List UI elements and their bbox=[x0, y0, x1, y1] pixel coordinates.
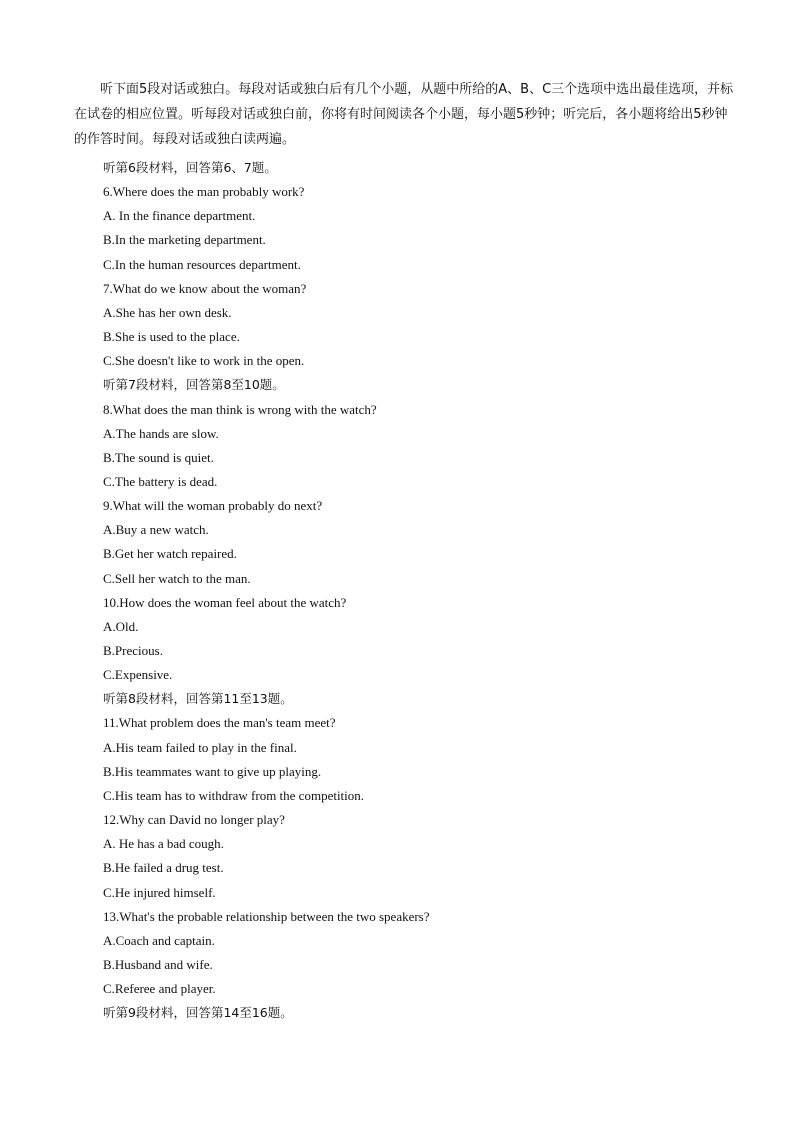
listening-instructions bbox=[74, 77, 734, 152]
question-stem: 7.What do we know about the woman? bbox=[103, 280, 307, 296]
answer-option: C.He injured himself. bbox=[103, 884, 216, 900]
section-heading: 听第8段材料，回答第11至13题。 bbox=[103, 691, 293, 707]
answer-option: B.Precious. bbox=[103, 643, 163, 658]
answer-option: A.Buy a new watch. bbox=[103, 522, 209, 538]
question-stem: 6.Where does the man probably work? bbox=[103, 184, 305, 200]
answer-option: A.Coach and captain. bbox=[103, 932, 215, 948]
question-stem: 10.How does the woman feel about the watch? bbox=[103, 594, 347, 610]
answer-option: C.Expensive. bbox=[103, 667, 173, 683]
answer-option: A. In the finance department. bbox=[103, 208, 256, 224]
answer-option: B.Get her watch repaired. bbox=[103, 546, 237, 562]
answer-option: B.In the marketing department. bbox=[103, 232, 266, 248]
answer-option: C.The battery is dead. bbox=[103, 473, 218, 489]
answer-option: C.Sell her watch to the man. bbox=[103, 570, 251, 586]
answer-option: A.The hands are slow. bbox=[103, 425, 219, 441]
answer-option: C.Referee and player. bbox=[103, 981, 216, 997]
answer-option: A.She has her own desk. bbox=[103, 304, 232, 320]
answer-option: B.She is used to the place. bbox=[103, 329, 240, 345]
section-heading: 听第6段材料，回答第6、7题。 bbox=[103, 160, 277, 175]
question-stem: 12.Why can David no longer play? bbox=[103, 812, 285, 828]
answer-option: B.He failed a drug test. bbox=[103, 860, 224, 876]
answer-option: C.In the human resources department. bbox=[103, 256, 301, 272]
answer-option: A.Old. bbox=[103, 618, 139, 634]
question-stem: 13.What's the probable relationship between the two speakers? bbox=[103, 908, 430, 924]
question-stem: 11.What problem does the man's team meet? bbox=[103, 715, 336, 731]
section-heading: 听第9段材料，回答第14至16题。 bbox=[103, 1005, 293, 1021]
answer-option: A. He has a bad cough. bbox=[103, 836, 224, 852]
answer-option: B.The sound is quiet. bbox=[103, 449, 214, 465]
question-stem: 8.What does the man think is wrong with the watch? bbox=[103, 401, 377, 417]
answer-option: C.She doesn't like to work in the open. bbox=[103, 353, 305, 369]
question-stem: 9.What will the woman probably do next? bbox=[103, 498, 323, 514]
answer-option: B.His teammates want to give up playing. bbox=[103, 763, 322, 779]
answer-option: B.Husband and wife. bbox=[103, 956, 213, 972]
section-heading: 听第7段材料，回答第8至10题。 bbox=[103, 377, 285, 393]
answer-option: C.His team has to withdraw from the competition. bbox=[103, 787, 365, 803]
instructions-text: 听下面5段对话或独白。每段对话或独白后有几个小题，从题中所给的A、B、C三个选项中选出最佳选项，并标在试卷的相应位置。听每段对话或独白前，你将有时间阅读各个小题，每小题5秒钟；听完后，各小题将给出5秒钟的作答时间。每段对话或独白读两遍。 bbox=[74, 82, 734, 147]
answer-option: A.His team failed to play in the final. bbox=[103, 739, 297, 755]
